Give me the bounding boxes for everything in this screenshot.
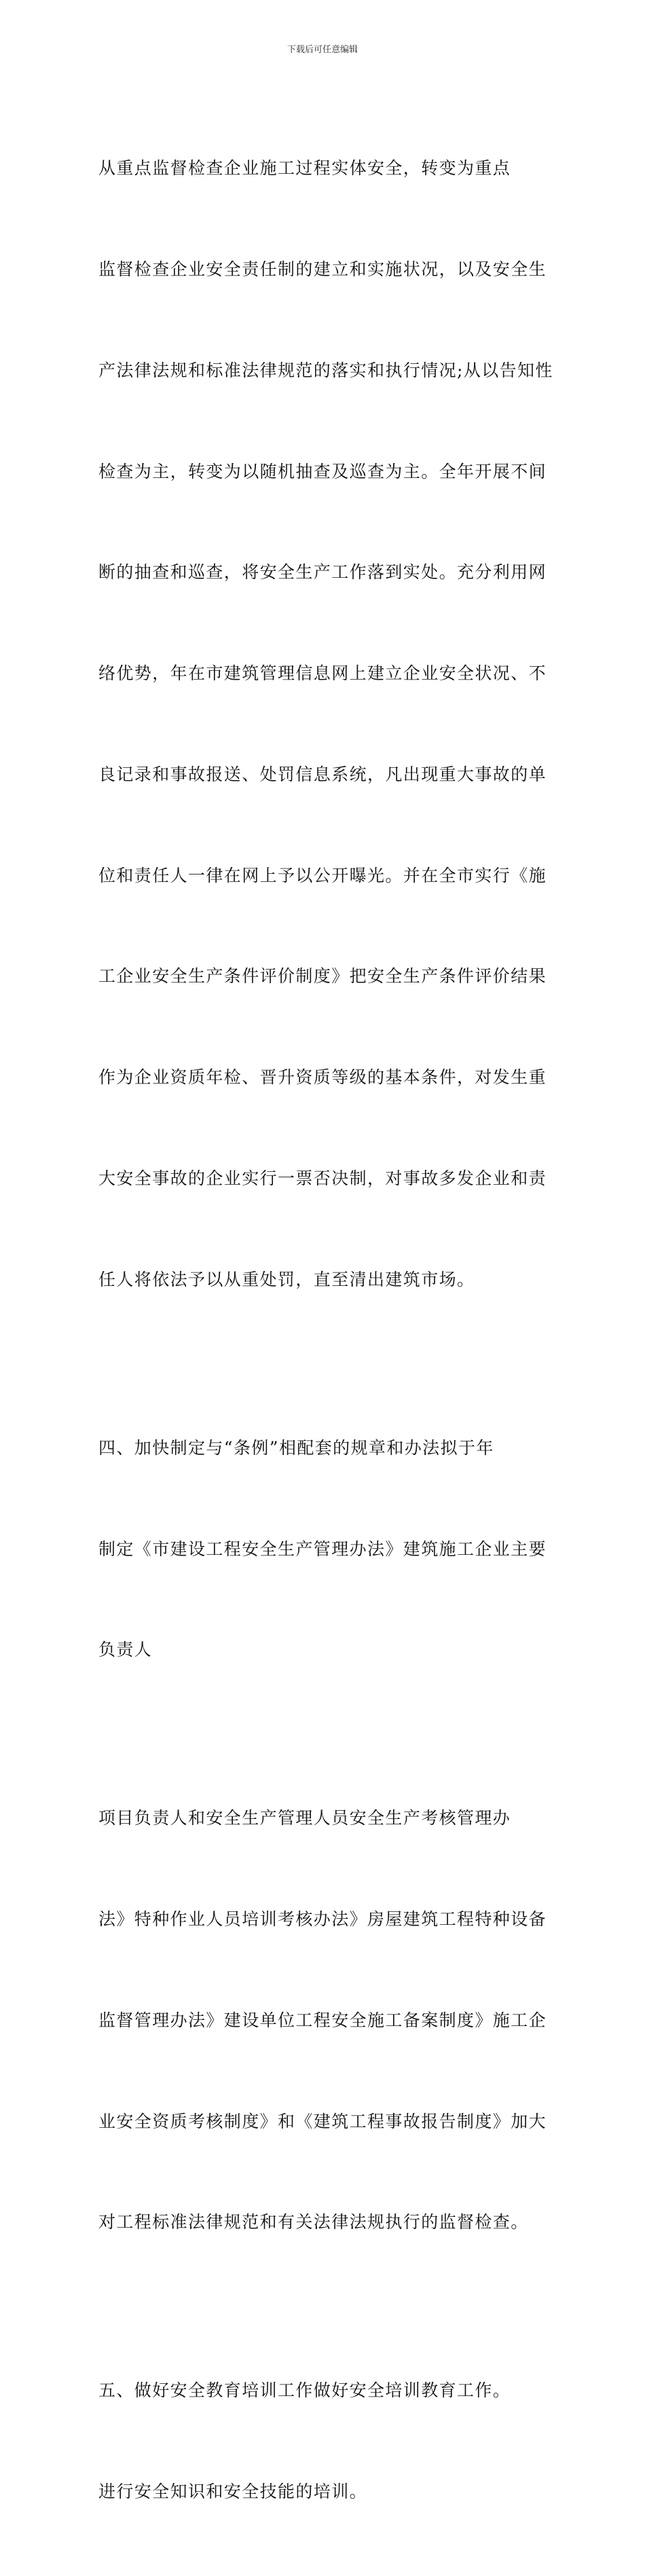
text-line: 项目负责人和安全生产管理人员安全生产考核管理办 — [98, 1808, 511, 1828]
text-line: 大安全事故的企业实行一票否决制，对事故多发企业和责 — [98, 1169, 547, 1188]
text-line: 工企业安全生产条件评价制度》把安全生产条件评价结果 — [98, 966, 547, 987]
text-line: 业安全资质考核制度》和《建筑工程事故报告制度》加大 — [98, 2111, 547, 2131]
paragraph-4 — [98, 2306, 547, 2576]
text-line: 五、做好安全教育培训工作做好安全培训教育工作。 — [98, 2380, 511, 2401]
text-line: 对工程标准法律规范和有关法律法规执行的监督检查。 — [98, 2212, 529, 2232]
text-line: 产法律法规和标准法律规范的落实和执行情况;从以告知性 — [98, 360, 553, 380]
text-line: 负责人 — [98, 1640, 153, 1660]
paragraph-1 — [98, 84, 553, 1364]
text-line: 作为企业资质年检、晋升资质等级的基本条件，对发生重 — [98, 1067, 547, 1088]
text-line: 断的抽查和巡查，将安全生产工作落到实处。充分利用网 — [98, 562, 547, 583]
text-line: 检查为主，转变为以随机抽查及巡查为主。全年开展不间 — [98, 461, 547, 481]
text-line: 监督管理办法》建设单位工程安全施工备案制度》施工企 — [98, 2010, 547, 2030]
text-line: 四、加快制定与“条例”相配套的规章和办法拟于年 — [98, 1437, 494, 1458]
text-line: 制定《市建设工程安全生产管理办法》建筑施工企业主要 — [98, 1539, 547, 1559]
text-line: 从重点监督检查企业施工过程实体安全，转变为重点 — [98, 158, 511, 179]
text-line: 任人将依法予以从重处罚，直至清出建筑市场。 — [98, 1269, 475, 1289]
text-line: 位和责任人一律在网上予以公开曝光。并在全市实行《施 — [98, 865, 547, 885]
document-body — [98, 84, 553, 2576]
paragraph-2 — [98, 1364, 547, 1735]
page-header-note: 下载后可任意编辑 — [287, 45, 358, 55]
text-line: 进行安全知识和安全技能的培训。 — [98, 2482, 368, 2502]
text-line: 络优势，年在市建筑管理信息网上建立企业安全状况、不 — [98, 663, 547, 684]
text-line: 良记录和事故报送、处罚信息系统，凡出现重大事故的单 — [98, 764, 547, 784]
text-line: 法》特种作业人员培训考核办法》房屋建筑工程特种设备 — [98, 1909, 547, 1930]
text-line: 监督检查企业安全责任制的建立和实施状况，以及安全生 — [98, 259, 547, 279]
paragraph-3 — [98, 1734, 547, 2306]
